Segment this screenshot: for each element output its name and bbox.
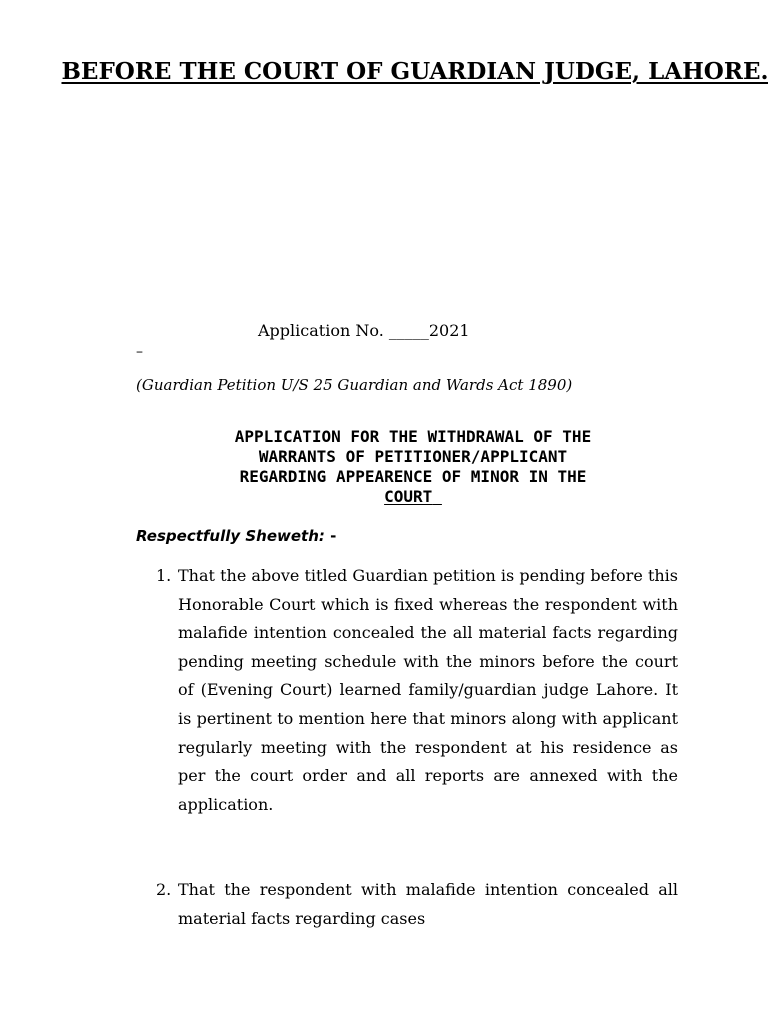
paragraph-2 bbox=[136, 876, 678, 933]
paragraph-number: 2. bbox=[156, 880, 172, 899]
heading-line: REGARDING APPEARENCE OF MINOR IN THE bbox=[239, 467, 587, 486]
court-title: BEFORE THE COURT OF GUARDIAN JUDGE, LAHORE. bbox=[61, 58, 768, 85]
dash-mark: – bbox=[136, 344, 143, 360]
application-heading bbox=[148, 427, 678, 507]
paragraph-text: That the above titled Guardian petition is pending before this Honorable Court which is fixed whereas the respondent with malafide intention concealed the all material facts regarding pending meeting schedule with the minors before the court of (Evening Court) learned family/guardian judge Lahore. It is pertinent to mention here that minors along with applicant regularly meeting with the respondent at his residence as per the court order and all reports are annexed with the application. bbox=[178, 566, 678, 814]
salutation bbox=[136, 527, 336, 545]
heading-line: WARRANTS OF PETITIONER/APPLICANT bbox=[258, 447, 568, 466]
heading-line bbox=[148, 487, 678, 507]
heading-line: APPLICATION FOR THE WITHDRAWAL OF THE bbox=[234, 427, 592, 446]
paragraph-1 bbox=[136, 562, 678, 819]
salutation-suffix: - bbox=[324, 527, 337, 545]
paragraph-number: 1. bbox=[156, 566, 172, 585]
paragraph-text: That the respondent with malafide intention concealed all material facts regarding cases bbox=[178, 880, 678, 928]
application-number: Application No. _____2021 bbox=[258, 321, 470, 340]
petition-reference: (Guardian Petition U/S 25 Guardian and Wards Act 1890) bbox=[136, 376, 573, 394]
salutation-text: Respectfully Sheweth: bbox=[136, 527, 325, 545]
heading-last-word: COURT bbox=[384, 487, 433, 506]
